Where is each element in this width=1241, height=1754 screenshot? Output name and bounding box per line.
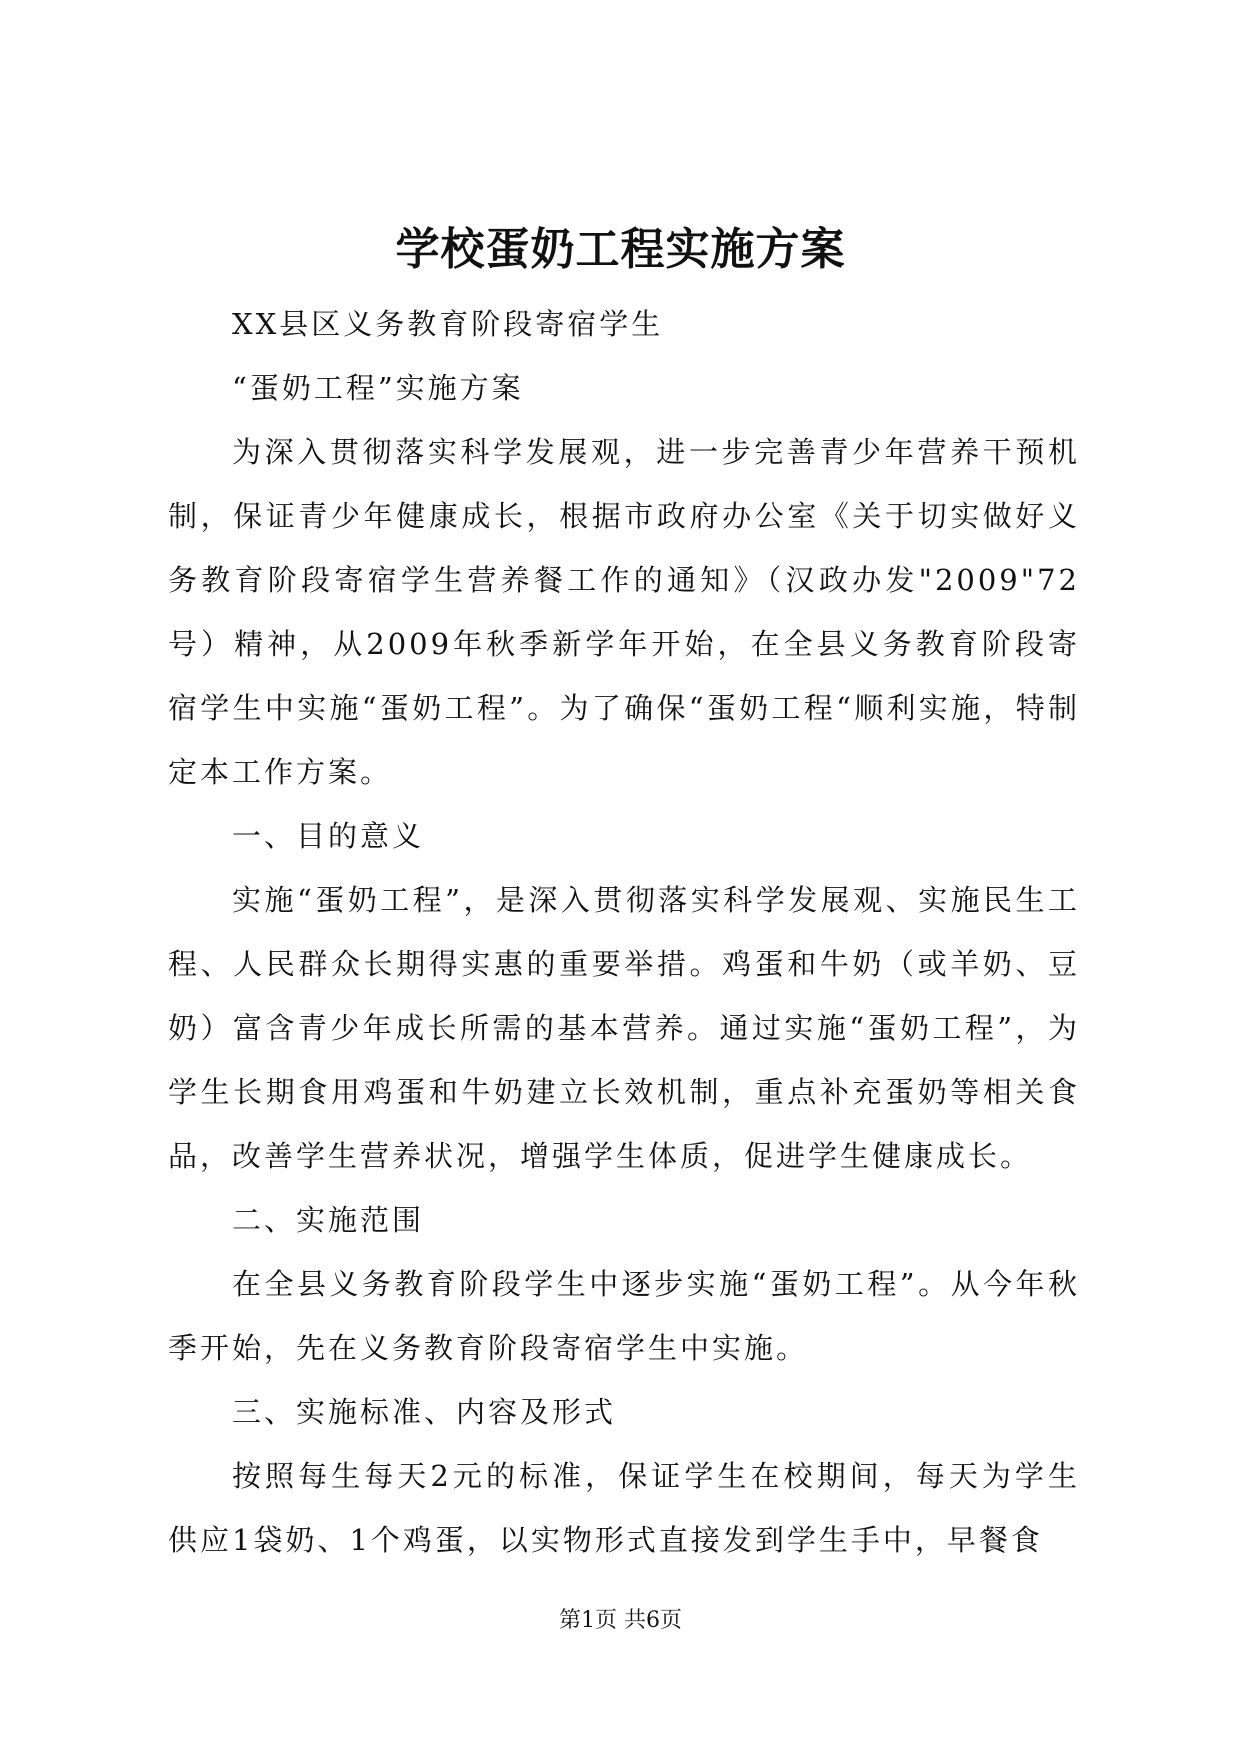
intro-paragraph: 为深入贯彻落实科学发展观，进一步完善青少年营养干预机制，保证青少年健康成长，根据市政府办公室《关于切实做好义务教育阶段寄宿学生营养餐工作的通知》（汉政办发"2009"72号）精神，从2009年秋季新学年开始，在全县义务教育阶段寄宿学生中实施“蛋奶工程”。为了确保“蛋奶工程“顺利实施，特制定本工作方案。	[168, 435, 1080, 789]
document-body	[168, 292, 1080, 1572]
page-footer: 第1页 共6页	[559, 1608, 682, 1633]
section-heading-purpose: 一、目的意义	[232, 819, 425, 853]
section-heading-scope: 二、实施范围	[232, 1203, 425, 1237]
scope-paragraph: 在全县义务教育阶段学生中逐步实施“蛋奶工程”。从今年秋季开始，先在义务教育阶段寄宿学生中实施。	[168, 1267, 1080, 1365]
purpose-paragraph: 实施“蛋奶工程”，是深入贯彻落实科学发展观、实施民生工程、人民群众长期得实惠的重要举措。鸡蛋和牛奶（或羊奶、豆奶）富含青少年成长所需的基本营养。通过实施“蛋奶工程”，为学生长期食用鸡蛋和牛奶建立长效机制，重点补充蛋奶等相关食品，改善学生营养状况，增强学生体质，促进学生健康成长。	[168, 883, 1080, 1173]
document-title: 学校蛋奶工程实施方案	[395, 224, 846, 275]
section-heading-standard: 三、实施标准、内容及形式	[232, 1395, 617, 1429]
subtitle-line-1: XX县区义务教育阶段寄宿学生	[232, 307, 664, 341]
standard-paragraph: 按照每生每天2元的标准，保证学生在校期间，每天为学生供应1袋奶、1个鸡蛋，以实物形式直接发到学生手中，早餐食	[168, 1459, 1080, 1557]
subtitle-line-2: “蛋奶工程”实施方案	[232, 371, 524, 405]
